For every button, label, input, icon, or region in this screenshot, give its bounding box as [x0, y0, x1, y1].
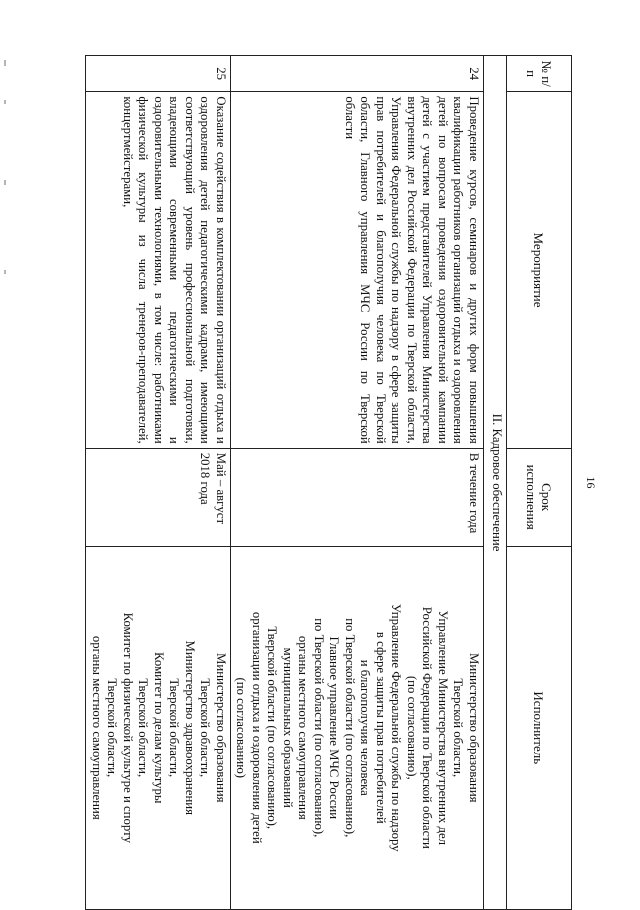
executor-line: Тверской области,: [167, 678, 182, 778]
rotated-content: [40, 55, 600, 910]
table-row: [231, 56, 484, 910]
executor-line: Тверской области (по согласованию),: [265, 626, 280, 830]
executor-line: Управление Федеральной службы по надзору: [389, 603, 404, 852]
executor-line: органы местного самоуправления: [90, 635, 104, 820]
executor-line: органы местного самоуправления: [296, 635, 311, 820]
executor-line: в сфере защиты прав потребителей: [374, 631, 388, 824]
executor-line: по Тверской области (по согласованию),: [312, 618, 326, 838]
executor-line: Тверской области,: [105, 678, 120, 778]
executor-line: (по согласованию): [234, 677, 249, 779]
activities-table: [86, 55, 573, 910]
executor-line: организации отдыха и оздоровления детей: [250, 611, 264, 844]
row-number: 25: [86, 56, 231, 92]
executor-line: Российской Федерации по Тверской области: [420, 606, 435, 849]
executor-line: (по согласованию),: [405, 675, 419, 780]
section-title: II. Кадровое обеспечение: [484, 56, 507, 910]
table-header-row: [507, 56, 572, 910]
header-executor: Исполнитель: [507, 546, 572, 909]
executor-line: Управление Министерства внутренних дел: [436, 610, 450, 846]
header-deadline: Срок исполнения: [507, 448, 572, 546]
executor-line: Комитет по делам культуры: [152, 652, 166, 804]
row-number: 24: [231, 56, 484, 92]
scan-edge-marks: [4, 60, 6, 360]
executor-line: Министерство образования: [467, 652, 481, 803]
executor-line: Тверской области,: [451, 678, 466, 778]
executor-line: по Тверской области (по согласованию),: [343, 618, 357, 838]
section-row: [484, 56, 507, 910]
header-num: № п/п: [507, 56, 572, 92]
row-executor: [231, 546, 484, 909]
row-deadline: Май – август 2018 года: [86, 448, 231, 546]
executor-line: и благополучия человека: [358, 659, 373, 796]
row-executor: [86, 546, 231, 909]
row-deadline: В течение года: [231, 448, 484, 546]
executor-line: Главное управление МЧС России: [327, 636, 342, 820]
executor-line: Комитет по физической культуре и спорту: [121, 612, 135, 843]
row-activity: Проведение курсов, семинаров и других форм повышения квалификации работников организаций отдыха и оздоровления детей по вопросам проведения оздоровительной кампании детей с участием представителей Управления Министерства внутренних дел Российской Федерации по Тверской области, Управления Федеральной службы по надзору в сфере защиты прав потребителей и благополучия человека по Тверской области, Главного управления МЧС России по Тверской области: [231, 92, 484, 448]
executor-line: муниципальных образований: [281, 647, 295, 808]
executor-line: Тверской области,: [198, 678, 213, 778]
table-row: [86, 56, 231, 910]
row-activity: Оказание содействия в комплектовании организаций отдыха и оздоровления детей педагогическими кадрами, имеющими соответствующий уровень профессиональной подготовки, владеющими современными педагогическими и оздоровительными технологиями, в том числе: работниками физической культуры из числа тренеров-преподавателей, концертмейстерами,: [86, 92, 231, 448]
page-number: 16: [584, 476, 598, 489]
executor-line: Министерство здравоохранения: [183, 640, 197, 816]
header-activity: Мероприятие: [507, 92, 572, 448]
executor-line: Министерство образования: [214, 652, 228, 803]
executor-line: Тверской области,: [136, 678, 151, 778]
